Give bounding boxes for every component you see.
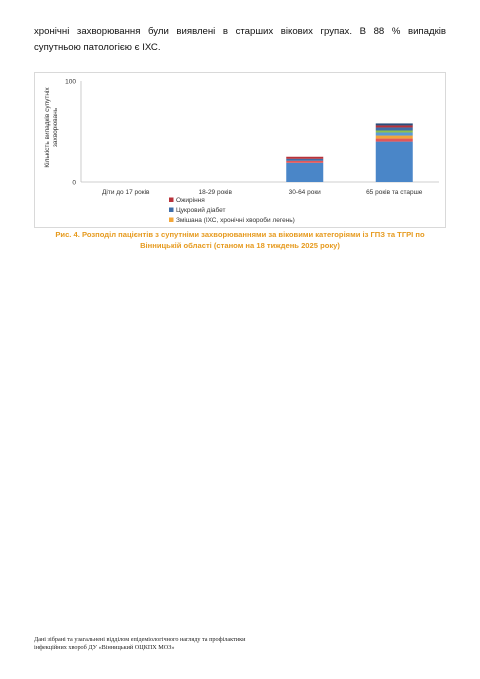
y-tick-labels [65, 79, 76, 187]
paragraph-line-2: супутньою патологією є ІХС. [34, 41, 161, 53]
y-axis-label: Кількість випадків супутніхзахворювань [44, 87, 59, 168]
paragraph-line-1: хронічні захворювання були виявлені в старших вікових групах. В 88 % випадків [34, 26, 446, 37]
legend-label: Ожиріння [176, 197, 205, 204]
legend-swatch [169, 208, 174, 213]
x-tick-labels [102, 188, 423, 196]
footer-line-2: інфекційних хвороб ДУ «Вінницький ОЦКПХ МОЗ» [34, 644, 175, 651]
bar-segment [376, 130, 413, 132]
x-tick-label: Діти до 17 років [102, 189, 150, 196]
y-tick-label: 100 [65, 78, 76, 86]
bar-segment [286, 159, 323, 161]
bar-segment [286, 161, 323, 163]
x-tick-label: 65 років та старше [366, 189, 423, 196]
legend-swatch [169, 198, 174, 203]
bar-segment [376, 123, 413, 125]
stacked-bar-chart [35, 73, 447, 229]
bars [286, 123, 413, 182]
x-tick-label: 18-29 років [198, 189, 232, 196]
bar-segment [376, 136, 413, 139]
bar-segment [376, 139, 413, 142]
caption-line-1: Рис. 4. Розподіл пацієнтів з супутніми захворюваннями за віковими категоріями із ГПЗ та ТГРІ по [55, 230, 425, 239]
bar-segment [286, 157, 323, 159]
legend [169, 196, 295, 224]
x-tick-label: 30-64 роки [288, 189, 321, 196]
bar-segment [286, 163, 323, 182]
legend-label: Змішана (ІХС, хронічні хвороби легень) [176, 217, 295, 224]
bar-segment [376, 133, 413, 136]
body-paragraph [34, 24, 446, 55]
bar-segment [376, 127, 413, 130]
legend-swatch [169, 218, 174, 223]
y-tick-label: 0 [72, 179, 76, 187]
figure-caption [34, 230, 446, 251]
caption-line-2: Вінницькій області (станом на 18 тиждень 2025 року) [140, 240, 340, 250]
legend-label: Цукровий діабет [176, 207, 226, 214]
footer-line-1: Дані зібрані та узагальнені відділом епідеміологічного нагляду та профілактики [34, 636, 246, 643]
chart-frame [34, 72, 446, 228]
bar-segment [376, 125, 413, 127]
footer-note [34, 636, 245, 652]
bar-segment [376, 142, 413, 182]
